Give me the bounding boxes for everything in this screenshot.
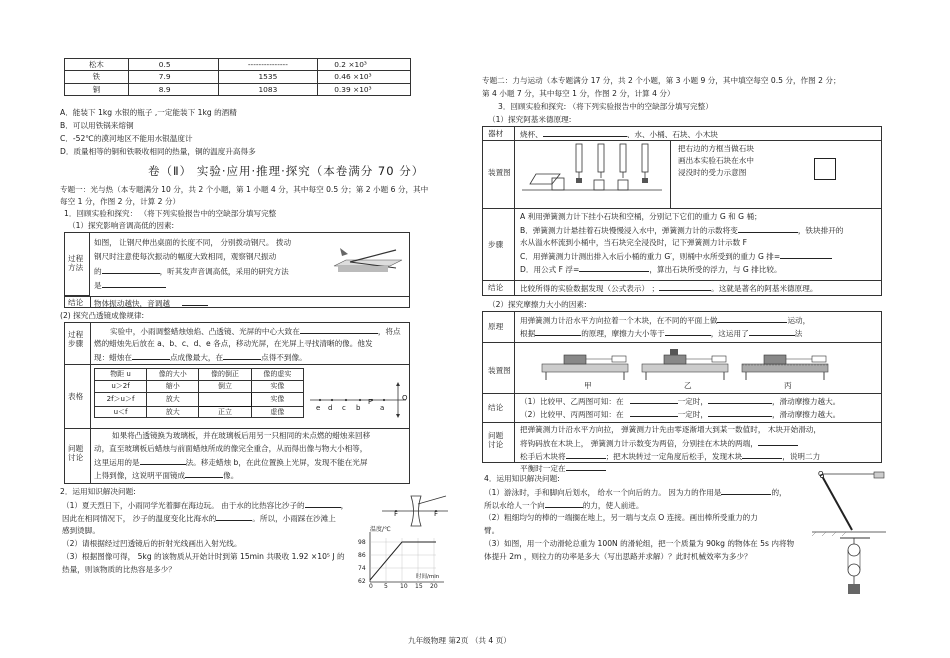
discuss-text: 这里运用的是 bbox=[94, 458, 140, 467]
q-text: （1）游泳时，手和脚向后划水， 给水一个向后的力。 因为力的作用是 bbox=[484, 488, 722, 497]
d2-text: ，说明二力 bbox=[782, 452, 821, 461]
answer-blank[interactable] bbox=[665, 328, 711, 336]
divider bbox=[482, 208, 882, 209]
option-c: C．-52℃的漠河地区不能用水银温度计 bbox=[60, 134, 193, 143]
graph-xtick: 15 bbox=[415, 583, 423, 590]
table-cell: 0.39 ×10³ bbox=[318, 83, 411, 95]
proc-label: 过程方法 bbox=[68, 254, 84, 273]
sub-question-1: （1）探究影响音调高低的因素: bbox=[68, 221, 175, 230]
figure-caption: 丙 bbox=[784, 381, 792, 390]
spring-scale-apparatus bbox=[522, 142, 662, 192]
answer-blank[interactable] bbox=[630, 396, 678, 404]
q-text: （3）根据图像可得， 5kg 的该物质从开始计时到第 15min 共吸收 1.92 ×10⁵ J 的 bbox=[62, 552, 345, 561]
lens-rule-table bbox=[94, 368, 304, 418]
table-header: 像的大小 bbox=[147, 369, 199, 381]
steps-text: 点得不到像。 bbox=[261, 353, 307, 362]
q1-line-1 bbox=[62, 500, 348, 510]
q-text: 热量，则该物质的比热容是多少？ bbox=[62, 565, 176, 574]
axis-label: O bbox=[402, 394, 408, 402]
discuss-label: 问题讨论 bbox=[68, 444, 84, 463]
focus-label: F bbox=[434, 510, 439, 518]
c2-text: ，滑动摩擦力越大。 bbox=[771, 397, 841, 406]
c2-text: 一定时， bbox=[677, 410, 708, 419]
table-cell: 7.9 bbox=[128, 71, 218, 83]
graph-ytick: 98 bbox=[358, 539, 366, 546]
table-cell: 放大 bbox=[147, 392, 199, 406]
c2-text: （1）比较甲、乙两图可知：在 bbox=[520, 397, 624, 406]
steps-text: 点成像最大，在 bbox=[169, 353, 224, 362]
table-cell: 铁 bbox=[65, 71, 129, 83]
figure-caption: 乙 bbox=[684, 381, 692, 390]
answer-blank[interactable] bbox=[630, 409, 678, 417]
prin-text: ，这运用了 bbox=[710, 329, 749, 338]
d2-line-2 bbox=[520, 438, 798, 448]
answer-blank[interactable] bbox=[738, 225, 798, 233]
d2-line-4 bbox=[520, 463, 606, 473]
q-text: （1）夏天烈日下，小雨同学光着脚在海边玩。 由于水的比热容比沙子的 bbox=[62, 501, 305, 510]
answer-blank[interactable] bbox=[659, 283, 711, 291]
c2-line-1 bbox=[520, 396, 840, 406]
discuss-line-3 bbox=[94, 457, 367, 467]
answer-blank[interactable] bbox=[721, 487, 771, 495]
answer-blank[interactable] bbox=[223, 352, 261, 360]
steps-text: 实验中，小雨调整蜡烛烛焰、凸透镜、光屏的中心大致在 bbox=[110, 327, 300, 336]
discuss-text: 法。移走蜡烛 b，在此位置换上光屏，发现不能在光屏 bbox=[185, 458, 368, 467]
sub-question-2: （2）探究摩擦力大小的因素: bbox=[488, 300, 587, 309]
q-text: ， bbox=[340, 501, 349, 510]
step-text: ，铁块排开的 bbox=[797, 226, 844, 235]
steps-line: 燃的蜡烛先后放在 a、b、c、d、e 各点，移动光屏，在光屏上寻找清晰的像。他发 bbox=[94, 339, 373, 348]
table-cell: 实像 bbox=[251, 392, 303, 406]
steps-text: 现：蜡烛在 bbox=[94, 353, 132, 362]
table-row bbox=[65, 71, 411, 83]
q-text: （2）粗细均匀的棒的一端搁在地上，另一端与支点 O 连接。画出棒所受重力的力 bbox=[484, 513, 758, 522]
concl-text: 物体振动越快，音调越 bbox=[94, 299, 170, 308]
c2-label: 结论 bbox=[488, 403, 504, 412]
graph-xtick: 20 bbox=[430, 583, 438, 590]
con-text: 。这就是著名的阿基米德原理。 bbox=[711, 284, 818, 293]
divider bbox=[482, 393, 882, 394]
option-a: A．能装下 1kg 水银的瓶子 ,一定能装下 1kg 的酒精 bbox=[60, 108, 237, 117]
q-text: 所以水给人一个向 bbox=[484, 501, 545, 510]
table-cell: 铜 bbox=[65, 83, 129, 95]
step-line-d bbox=[520, 264, 782, 274]
dev-note: 浸没时的受力示意图 bbox=[678, 168, 747, 177]
answer-blank[interactable] bbox=[708, 396, 772, 404]
divider bbox=[64, 296, 410, 297]
steps-text: ，将点 bbox=[377, 327, 401, 336]
axis-label: F bbox=[368, 398, 373, 406]
answer-blank[interactable] bbox=[566, 463, 606, 471]
friction-setup-bing bbox=[740, 346, 830, 380]
option-d: D．质量相等的铜和铁吸收相同的热量，铜的温度升高得多 bbox=[60, 147, 256, 156]
answer-blank[interactable] bbox=[102, 266, 160, 274]
topic2-header-2: 第 4 小题 7 分，其中每空 1 分，作图 2 分，计算 4 分） bbox=[482, 89, 675, 98]
eq-text: 烧杯、 bbox=[520, 130, 543, 139]
table-header: 物距 u bbox=[95, 369, 147, 381]
q-text: 的力，使人前进。 bbox=[582, 501, 644, 510]
friction-setup-jia bbox=[540, 346, 630, 380]
con-label: 结论 bbox=[488, 283, 504, 292]
discuss-text: 上得到像，这说明平面镜成 bbox=[94, 471, 186, 480]
steps-line-3 bbox=[94, 352, 307, 362]
c2-line-2 bbox=[520, 409, 840, 419]
topic1-header-2: 每空 1 分，作图 2 分，计算 2 分） bbox=[60, 197, 181, 206]
divider bbox=[482, 140, 882, 141]
pulley-system-diagram bbox=[838, 536, 872, 600]
table-cell: 0.5 bbox=[128, 59, 218, 71]
graph-ytick: 74 bbox=[358, 565, 366, 572]
table-cell: 8.9 bbox=[128, 83, 218, 95]
graph-ytick: 62 bbox=[358, 578, 366, 585]
answer-blank[interactable] bbox=[300, 326, 378, 334]
table-cell: 正立 bbox=[199, 406, 251, 418]
divider bbox=[90, 296, 91, 308]
q-text: 感到烫脚。 bbox=[62, 526, 100, 535]
section-3-title: 3．回顾实验和探究: （将下列实验报告中的空缺部分填写完整） bbox=[498, 102, 713, 111]
focus-label: F bbox=[394, 510, 399, 518]
table-row bbox=[95, 380, 304, 392]
axis-label: b bbox=[356, 404, 361, 412]
con-text: 比较所得的实验数据发现（公式表示） ； bbox=[520, 284, 660, 293]
proc-line: 如图， 让钢尺伸出桌面的长度不同， 分别拨动钢尺。 拨动 bbox=[94, 238, 292, 247]
friction-setup-yi bbox=[640, 346, 730, 380]
answer-blank[interactable] bbox=[579, 264, 649, 272]
c2-text: 一定时， bbox=[677, 397, 708, 406]
answer-blank[interactable] bbox=[140, 457, 186, 465]
table-row bbox=[95, 392, 304, 406]
discuss-line: 如果将凸透镜换为玻璃板，并在玻璃板后用另一只相同的未点燃的蜡烛来回移 bbox=[112, 431, 371, 440]
prin-line-1 bbox=[520, 315, 810, 325]
axis-label: e bbox=[316, 404, 321, 412]
section-4-title: 4．运用知识解决问题: bbox=[484, 474, 560, 483]
divider bbox=[64, 428, 410, 429]
q-text: 臂。 bbox=[484, 526, 500, 535]
q-text: （2）请根据经过凹透镜后的折射光线画出入射光线。 bbox=[62, 539, 242, 548]
c2-text: （2）比较甲、丙两图可知：在 bbox=[520, 410, 624, 419]
table-cell: 1083 bbox=[218, 83, 318, 95]
d2-text: ；把木块转过一定角度后松手，发现木块 bbox=[605, 452, 743, 461]
prin-text: 的原理，摩擦力大小等于 bbox=[581, 329, 665, 338]
dev-note: 画出本实验石块在水中 bbox=[678, 156, 754, 165]
part2-title: 卷（Ⅱ） 实验·应用·推理·探究（本卷满分 70 分） bbox=[148, 164, 425, 178]
divider bbox=[482, 422, 882, 423]
q-text: 。所以，小雨踩在沙滩上 bbox=[252, 514, 336, 523]
table-row bbox=[65, 83, 411, 95]
q-text: （3）如图，用一个动滑轮总重为 100N 的滑轮组，把一个质量为 90kg 的物体在 5s 内将物 bbox=[484, 539, 795, 548]
step-text: ，算出石块所受的浮力，与 G 排比较。 bbox=[649, 265, 782, 274]
table-label: 表格 bbox=[68, 392, 84, 401]
answer-blank[interactable] bbox=[758, 438, 798, 446]
divider bbox=[670, 140, 671, 208]
graph-ytick: 86 bbox=[358, 552, 366, 559]
graph-xtick: 5 bbox=[384, 583, 388, 590]
table-cell: 虚像 bbox=[251, 406, 303, 418]
answer-blank[interactable] bbox=[545, 500, 583, 508]
table-cell: 0.46 ×10³ bbox=[318, 71, 411, 83]
table-cell: u＜f bbox=[95, 406, 147, 418]
step-line: 水从溢水杯流到小桶中，当石块完全浸没时，记下弹簧测力计示数 F bbox=[520, 238, 747, 247]
q4-1-line-2 bbox=[484, 500, 644, 510]
table-header: 像的倒正 bbox=[199, 369, 251, 381]
table-cell: 0.2 ×10³ bbox=[318, 59, 411, 71]
discuss-line: 动，直至玻璃板后蜡烛与前面蜡烛所成的像完全重合，从而得出像与物大小相等， bbox=[94, 444, 368, 453]
answer-blank[interactable] bbox=[543, 129, 627, 137]
answer-blank[interactable] bbox=[185, 470, 223, 478]
prin-line-2 bbox=[520, 328, 802, 338]
step-label: 步骤 bbox=[488, 240, 504, 249]
answer-blank[interactable] bbox=[132, 352, 170, 360]
discuss-text: 像。 bbox=[223, 471, 239, 480]
eq-label: 器材 bbox=[488, 129, 504, 138]
steps-line-1 bbox=[94, 326, 401, 336]
step-text: B．弹簧测力计悬挂着石块慢慢浸入水中，弹簧测力计的示数将变 bbox=[520, 226, 738, 235]
divider bbox=[482, 342, 882, 343]
density-table bbox=[64, 58, 411, 96]
q1-line-2 bbox=[62, 513, 336, 523]
topic1-header: 专题一：光与热（本专题满分 10 分，共 2 个小题，第 1 小题 4 分，其中每空 0.5 分；第 2 小题 6 分，其中 bbox=[60, 185, 429, 194]
q-text: 因此在相同情况下， 沙子的温度变化比海水的 bbox=[62, 514, 217, 523]
answer-blank[interactable] bbox=[708, 409, 772, 417]
c2-text: ，滑动摩擦力越大。 bbox=[771, 410, 841, 419]
q4-1-line-1 bbox=[484, 487, 787, 497]
table-cell: 倒立 bbox=[199, 380, 251, 392]
prin-label: 原理 bbox=[488, 322, 504, 331]
d2-text: 平衡时一定在 bbox=[520, 464, 566, 473]
divider bbox=[482, 280, 882, 281]
option-b: B．可以用铁锅来熔铜 bbox=[60, 121, 134, 130]
table-cell: 缩小 bbox=[147, 380, 199, 392]
graph-xtick: 10 bbox=[400, 583, 408, 590]
optical-axis-diagram bbox=[308, 376, 408, 422]
divider bbox=[514, 126, 515, 296]
section-2-title: 2．运用知识解决问题: bbox=[60, 487, 136, 496]
table-row bbox=[65, 59, 411, 71]
prin-text: 根据 bbox=[520, 329, 536, 338]
axis-label: c bbox=[342, 404, 346, 412]
graph-ylabel: 温度/℃ bbox=[370, 526, 391, 533]
graph-xtick: 0 bbox=[369, 583, 373, 590]
proc-text: 的 bbox=[94, 267, 102, 276]
answer-blank[interactable] bbox=[535, 328, 581, 336]
table-header: 像的虚实 bbox=[251, 369, 303, 381]
table-cell: 松木 bbox=[65, 59, 129, 71]
table-cell: u＞2f bbox=[95, 380, 147, 392]
discuss-line-4 bbox=[94, 470, 238, 480]
sub-question-1: （1）探究阿基米德原理: bbox=[488, 115, 572, 124]
table-cell: 实像 bbox=[251, 380, 303, 392]
proc-line-3 bbox=[94, 266, 289, 276]
proc-line-4 bbox=[94, 280, 166, 290]
dev-note: 把右边的方框当做石块 bbox=[678, 144, 754, 153]
q-text: 体提升 2m ，则拉力的功率是多大（写出思路并求解）？此时机械效率为多少？ bbox=[484, 552, 752, 561]
proc-text: ，听其发声音调高低，采用的研究方法 bbox=[159, 267, 289, 276]
eq-text: 、水、小桶、石块、小木块 bbox=[626, 130, 718, 139]
step-text: C．用弹簧测力计测出排入水后小桶的重力 G′，则桶中水所受到的重力 G 排= bbox=[520, 252, 781, 261]
topic2-header: 专题二：力与运动（本专题满分 17 分，共 2 个小题，第 3 小题 9 分，其中填空每空 0.5 分，作图 2 分； bbox=[482, 76, 841, 85]
axis-label: a bbox=[380, 404, 385, 412]
answer-blank[interactable] bbox=[749, 328, 795, 336]
pivot-label: O bbox=[818, 470, 824, 478]
prin-text: 法 bbox=[794, 329, 803, 338]
step-text: D．用公式 F 浮= bbox=[520, 265, 580, 274]
answer-blank[interactable] bbox=[305, 500, 341, 508]
eq-line bbox=[520, 129, 718, 139]
concave-lens-diagram bbox=[380, 494, 450, 528]
step-line-c bbox=[520, 251, 832, 261]
step-line-b bbox=[520, 225, 843, 235]
section-1-title: 1．回顾实验和探究： （将下列实验报告中的空缺部分填写完整 bbox=[64, 209, 277, 218]
dev-label: 装置图 bbox=[488, 168, 511, 177]
proc-text: 是 bbox=[94, 281, 102, 290]
con-line bbox=[520, 283, 817, 293]
answer-blank[interactable] bbox=[566, 451, 606, 459]
page-footer: 九年级物理 第2页 （共 4 页） bbox=[408, 636, 511, 645]
answer-blank[interactable] bbox=[717, 315, 787, 323]
concl-label: 结论 bbox=[68, 298, 84, 307]
prin-text: 运动， bbox=[787, 316, 811, 325]
answer-blank[interactable] bbox=[742, 451, 782, 459]
steps-label: 过程步骤 bbox=[68, 330, 84, 349]
table-cell: 放大 bbox=[147, 406, 199, 418]
table-cell: --------------- bbox=[218, 59, 318, 71]
answer-blank[interactable] bbox=[216, 513, 252, 521]
concl-line bbox=[94, 298, 208, 308]
prin-text: 用弹簧测力计沿水平方向拉着一个木块，在不同的平面上做 bbox=[520, 316, 718, 325]
q-text: 的， bbox=[771, 488, 787, 497]
answer-blank[interactable] bbox=[780, 251, 832, 259]
answer-blank[interactable] bbox=[102, 280, 166, 288]
sub-question-2: (2) 探究凸透镜成像规律: bbox=[60, 311, 145, 320]
divider bbox=[64, 364, 410, 365]
d2-text: 松手后木块将 bbox=[520, 452, 566, 461]
step-line: A 利用弹簧测力计下挂小石块和空桶，分别记下它们的重力 G 和 G 桶； bbox=[520, 212, 762, 221]
answer-blank[interactable] bbox=[182, 298, 208, 306]
axis-label: d bbox=[328, 404, 333, 412]
dev2-label: 装置图 bbox=[488, 366, 511, 375]
divider bbox=[514, 311, 515, 463]
proc-line: 钢尺时注意使每次振动的幅度大致相同，观察钢尺振动 bbox=[94, 252, 277, 261]
divider bbox=[90, 322, 91, 484]
table-cell: 2f＞u＞f bbox=[95, 392, 147, 406]
figure-caption: 甲 bbox=[584, 381, 592, 390]
table-row bbox=[95, 369, 304, 381]
graph-xlabel: 时间/min bbox=[416, 574, 440, 580]
d2-label: 问题讨论 bbox=[488, 431, 504, 450]
stone-force-box[interactable] bbox=[814, 158, 836, 180]
answer-cell[interactable] bbox=[199, 392, 251, 406]
ruler-vibration-icon bbox=[330, 236, 406, 282]
table-cell: 1535 bbox=[218, 71, 318, 83]
table-row bbox=[95, 406, 304, 418]
d2-line: 把弹簧测力计沿水平方向拉， 弹簧测力计先由零逐渐增大到某一数值时， 木块开始滑动， bbox=[520, 425, 821, 434]
d2-text: 将钩码放在木块上， 弹簧测力计示数变为两倍，分别挂在木块的两端， bbox=[520, 439, 758, 448]
d2-line-3 bbox=[520, 451, 820, 461]
